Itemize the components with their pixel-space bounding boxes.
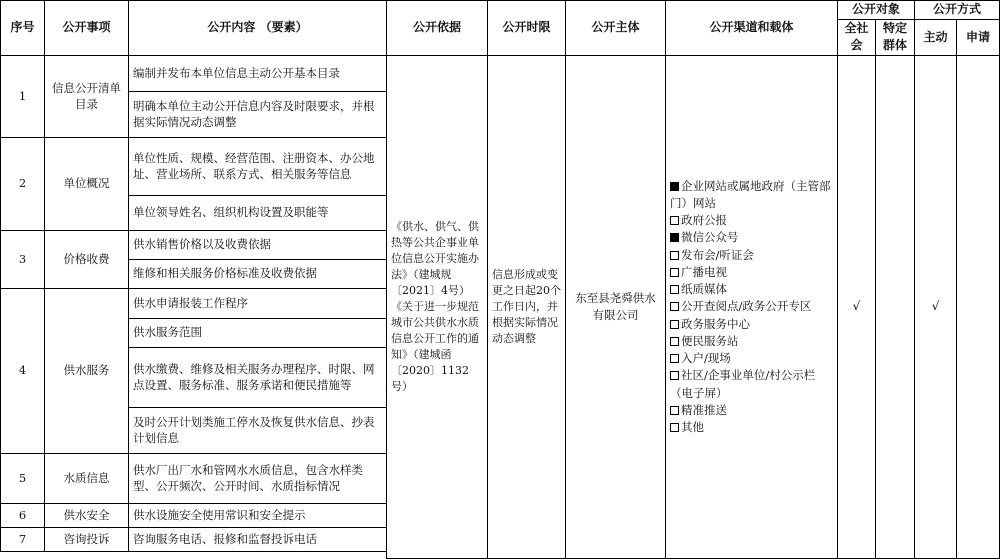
- row-item: 价格收费: [45, 230, 129, 288]
- channel-item: [670, 402, 833, 419]
- row-content: 单位性质、规模、经营范围、注册资本、办公地址、营业场所、联系方式、相关服务等信息: [129, 137, 387, 195]
- channel-label: 企业网站或属地政府（主管部门）网站: [670, 178, 831, 210]
- target-all-cell: √: [838, 55, 876, 558]
- mode-apply-cell: [957, 55, 1000, 558]
- channel-item: [670, 350, 833, 367]
- row-item: 供水安全: [45, 503, 129, 527]
- channel-item: [670, 247, 833, 264]
- channel-item: [670, 333, 833, 350]
- row-content: 维修和相关服务价格标准及收费依据: [129, 259, 387, 288]
- header-seq: 序号: [1, 1, 45, 56]
- mode-active-cell: √: [915, 55, 957, 558]
- channel-label: 微信公众号: [681, 230, 739, 245]
- header-channels: 公开渠道和载体: [666, 1, 838, 56]
- row-content: 供水服务范围: [129, 318, 387, 347]
- channel-label: 政府公报: [681, 213, 727, 228]
- row-content: 及时公开计划类施工停水及恢复供水信息、抄表计划信息: [129, 407, 387, 453]
- row-seq: 4: [1, 288, 45, 453]
- row-content: 供水销售价格以及收费依据: [129, 230, 387, 259]
- channel-label: 公开查阅点/政务公开专区: [681, 299, 812, 314]
- channel-label: 社区/企事业单位/村公示栏（电子屏）: [670, 368, 816, 400]
- header-basis: 公开依据: [387, 1, 488, 56]
- header-mode-apply: 申请: [957, 20, 1000, 56]
- row-seq: 7: [1, 527, 45, 551]
- channel-item: [670, 212, 833, 229]
- unchecked-box-icon: [670, 216, 679, 225]
- header-target: 公开对象: [838, 1, 915, 20]
- header-mode-active: 主动: [915, 20, 957, 56]
- row-content: 咨询服务电话、报修和监督投诉电话: [129, 527, 387, 551]
- row-content: 供水设施安全使用常识和安全提示: [129, 503, 387, 527]
- channel-list: [670, 178, 833, 437]
- unchecked-box-icon: [670, 337, 679, 346]
- channel-label: 发布会/听证会: [681, 247, 754, 262]
- channel-label: 精准推送: [681, 402, 727, 417]
- channel-label: 便民服务站: [681, 333, 739, 348]
- header-target-specific: 特定群体: [876, 20, 915, 56]
- unchecked-box-icon: [670, 371, 679, 380]
- unchecked-box-icon: [670, 285, 679, 294]
- row-content: 编制并发布本单位信息主动公开基本目录: [129, 55, 387, 91]
- unchecked-box-icon: [670, 406, 679, 415]
- row-item: 水质信息: [45, 453, 129, 503]
- row-seq: 2: [1, 137, 45, 230]
- header-item: 公开事项: [45, 1, 129, 56]
- channel-label: 纸质媒体: [681, 282, 727, 297]
- channel-item: [670, 264, 833, 281]
- row-seq: 6: [1, 503, 45, 527]
- unchecked-box-icon: [670, 354, 679, 363]
- channel-item: [670, 298, 833, 315]
- header-time-limit: 公开时限: [488, 1, 566, 56]
- channel-item: [670, 367, 833, 402]
- row-content: 供水申请报装工作程序: [129, 288, 387, 318]
- row-item: 单位概况: [45, 137, 129, 230]
- row-content: 供水厂出厂水和管网水水质信息，包含水样类型、公开频次、公开时间、水质指标情况: [129, 453, 387, 503]
- header-mode: 公开方式: [915, 1, 1000, 20]
- row-seq: 1: [1, 55, 45, 137]
- checked-box-icon: [670, 233, 679, 242]
- channel-label: 入户/现场: [681, 351, 731, 366]
- row-content: 明确本单位主动公开信息内容及时限要求，并根据实际情况动态调整: [129, 91, 387, 137]
- channel-item: [670, 229, 833, 246]
- unchecked-box-icon: [670, 423, 679, 432]
- checked-box-icon: [670, 182, 679, 191]
- unchecked-box-icon: [670, 251, 679, 260]
- row-content: 单位领导姓名、组织机构设置及职能等: [129, 195, 387, 230]
- channels-cell: [666, 55, 838, 558]
- row-item: 信息公开清单目录: [45, 55, 129, 137]
- subject-cell: 东至县尧舜供水有限公司: [566, 55, 666, 558]
- header-subject: 公开主体: [566, 1, 666, 56]
- channel-item: [670, 316, 833, 333]
- basis-cell: 《供水、供气、供热等公共企事业单位信息公开实施办法》（建城规〔2021〕4号）《关于进一步规范城市公共供水水质信息公开工作的通知》（建城函〔2020〕1132号）: [387, 55, 488, 558]
- channel-label: 政务服务中心: [681, 316, 750, 331]
- row-item: 咨询投诉: [45, 527, 129, 551]
- channel-item: [670, 178, 833, 213]
- time-limit-cell: 信息形成或变更之日起20个工作日内，并根据实际情况动态调整: [488, 55, 566, 558]
- channel-item: [670, 419, 833, 436]
- unchecked-box-icon: [670, 320, 679, 329]
- row-content: 供水缴费、维修及相关服务办理程序、时限、网点设置、服务标准、服务承诺和便民措施等: [129, 347, 387, 407]
- channel-item: [670, 281, 833, 298]
- row-item: 供水服务: [45, 288, 129, 453]
- channel-label: 其他: [681, 420, 704, 435]
- row-seq: 5: [1, 453, 45, 503]
- row-seq: 3: [1, 230, 45, 288]
- header-content: 公开内容 （要素）: [129, 1, 387, 56]
- channel-label: 广播电视: [681, 264, 727, 279]
- unchecked-box-icon: [670, 302, 679, 311]
- target-specific-cell: [876, 55, 915, 558]
- header-target-all: 全社会: [838, 20, 876, 56]
- unchecked-box-icon: [670, 268, 679, 277]
